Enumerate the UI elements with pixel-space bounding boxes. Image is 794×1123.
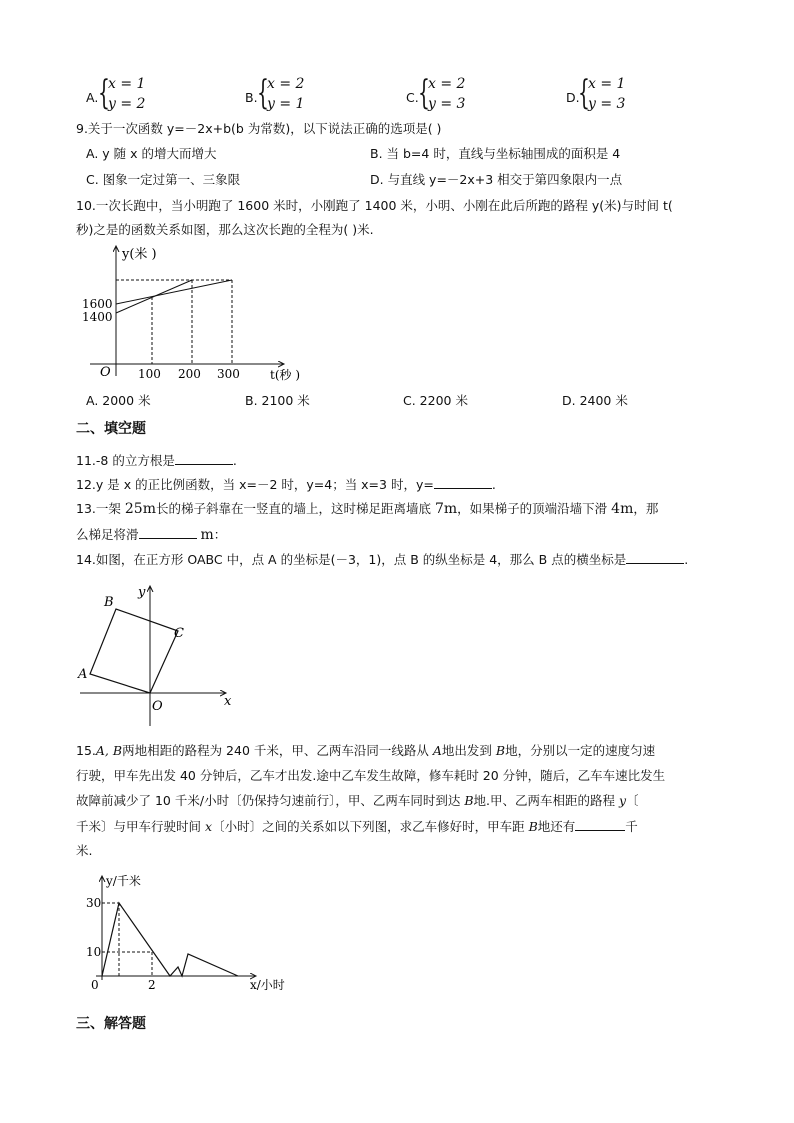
- q14-label-x: x: [224, 694, 232, 709]
- q8-option-c-eq2: y = 3: [428, 96, 466, 112]
- q8-option-a-brace: {: [98, 73, 110, 113]
- q8-option-d-brace: {: [578, 73, 590, 113]
- q13-part3: ，如果梯子的顶端沿墙下滑: [457, 501, 608, 516]
- q10-stem-line2: 秒)之是的函数关系如图，那么这次长跑的全程为( )米.: [76, 222, 374, 237]
- q10-x-tick-300: 300: [217, 367, 240, 381]
- q15-distance-graph: [82, 868, 302, 996]
- q8-option-b-label: B.: [245, 90, 258, 105]
- q14-square-oabc: [90, 609, 178, 693]
- q10-stem-line1: 10.一次长跑中，当小明跑了 1600 米时，小刚跑了 1400 米，小明、小刚在此后所跑的路程 y(米)与时间 t(: [76, 198, 673, 213]
- q15-line1b: 两地相距的路程为 240 千米，甲、乙两车沿同一线路从: [122, 743, 429, 758]
- q15-b-3: B: [528, 819, 538, 834]
- q10-x-label: t(秒 ): [270, 368, 301, 382]
- q10-y-tick-1400: 1400: [82, 310, 113, 324]
- q8-option-a-eq1: x = 1: [108, 76, 146, 92]
- q15-y-tick-30: 30: [86, 896, 102, 910]
- q9-stem: 9.关于一次函数 y=－2x+b(b 为常数)，以下说法正确的选项是( ): [76, 121, 442, 136]
- q14-label-c: C: [174, 626, 184, 641]
- q13-len1: 25m: [124, 501, 156, 517]
- q8-option-d-label: D.: [566, 90, 580, 105]
- q10-x-tick-100: 100: [138, 367, 161, 381]
- q15-line5: 米.: [76, 843, 93, 858]
- q15-line3: [76, 793, 639, 809]
- q14-label-a: A: [78, 667, 88, 682]
- q15-line3a: 故障前减少了 10 千米/小时〔仍保持匀速前行〕，甲、乙两车同时到达: [76, 793, 461, 808]
- q15-y: y: [618, 793, 627, 808]
- q14-label-b: B: [104, 595, 114, 610]
- q15-answer-blank[interactable]: [575, 818, 625, 831]
- q13-part2: 长的梯子斜靠在一竖直的墙上，这时梯足距离墙底: [155, 501, 431, 516]
- q11: [76, 452, 237, 469]
- q12-period: .: [491, 477, 496, 492]
- q15-y-label: y/千米: [106, 874, 141, 888]
- q12: [76, 476, 496, 493]
- q15-line3c: 〔: [626, 793, 639, 808]
- q15-line2: 行驶，甲车先出发 40 分钟后，乙车才出发.途中乙车发生故障，修车耗时 20 分钟，随后，乙车车速比发生: [76, 768, 666, 783]
- q10-option-a: A. 2000 米: [86, 393, 151, 408]
- q13-part1: 13.一架: [76, 501, 121, 516]
- q15-x-label: x/小时: [250, 978, 285, 992]
- q10-option-d: D. 2400 米: [562, 393, 628, 408]
- section-heading-answer: 三、解答题: [76, 1016, 146, 1032]
- q8-option-d-eq2: y = 3: [588, 96, 626, 112]
- q14-text: 14.如图，在正方形 OABC 中，点 A 的坐标是(－3，1)，点 B 的纵坐标是 4，那么 B 点的横坐标是: [76, 552, 627, 567]
- q10-distance-time-graph: [76, 240, 316, 386]
- q15-line4b: 〔小时〕之间的关系如以下列图，求乙车修好时，甲车距: [212, 819, 525, 834]
- q14-period: .: [684, 552, 689, 567]
- q15-x-tick-0: 0: [91, 978, 99, 992]
- q10-y-label: y(米 ): [122, 247, 157, 262]
- q13-part4: ，那: [633, 501, 659, 516]
- q13-line2: [76, 526, 226, 543]
- q9-option-d: D. 与直线 y=－2x+3 相交于第四象限内一点: [370, 172, 623, 187]
- q10-y-tick-1600: 1600: [82, 297, 113, 311]
- q10-line-xiaoming: [116, 280, 232, 304]
- q11-answer-blank[interactable]: [175, 452, 233, 465]
- q13-len3: 4m: [611, 501, 634, 517]
- q15-b-2: B: [464, 793, 474, 808]
- q10-line-xiaogang: [116, 280, 192, 313]
- q15-line4c: 地还有: [537, 819, 576, 834]
- q12-text: 12.y 是 x 的正比例函数，当 x=－2 时，y=4；当 x=3 时，y=: [76, 477, 434, 492]
- q14: [76, 551, 688, 568]
- q14-answer-blank[interactable]: [626, 551, 684, 564]
- q15-b: B: [495, 743, 506, 758]
- q15-line1d: 地，分别以一定的速度匀速: [505, 743, 656, 758]
- q15-line4: [76, 818, 638, 835]
- q15-y-tick-10: 10: [86, 945, 102, 959]
- q15-ab: A, B: [95, 743, 123, 758]
- section-heading-fill-in: 二、填空题: [76, 421, 146, 437]
- q14-square-graph: [76, 580, 246, 728]
- q15-a: A: [432, 743, 442, 758]
- q10-option-b: B. 2100 米: [245, 393, 310, 408]
- q8-option-b-eq2: y = 1: [267, 96, 305, 112]
- q13-len2: 7m: [434, 501, 458, 517]
- q8-option-b-brace: {: [257, 73, 269, 113]
- q15-distance-line: [102, 903, 238, 976]
- q8-option-a-label: A.: [86, 90, 99, 105]
- q15-line4a: 千米〕与甲车行驶时间: [76, 819, 202, 834]
- q10-x-tick-200: 200: [178, 367, 201, 381]
- q9-option-a: A. y 随 x 的增大而增大: [86, 146, 217, 161]
- q13-line2b: ：: [213, 527, 227, 542]
- q15-line3b: 地.甲、乙两车相距的路程: [473, 793, 615, 808]
- q11-text: 11.-8 的立方根是: [76, 453, 175, 468]
- q8-option-b-eq1: x = 2: [267, 76, 305, 92]
- q13-unit: m: [200, 527, 214, 543]
- q12-answer-blank[interactable]: [434, 476, 492, 489]
- q9-option-b: B. 当 b=4 时，直线与坐标轴围成的面积是 4: [370, 146, 621, 161]
- q8-option-d-eq1: x = 1: [588, 76, 626, 92]
- q8-option-a-eq2: y = 2: [108, 96, 146, 112]
- q13-line2a: 么梯足将滑: [76, 527, 139, 542]
- q14-label-o: O: [152, 699, 163, 714]
- q10-origin: O: [100, 365, 111, 380]
- q8-option-c-brace: {: [418, 73, 430, 113]
- q13-answer-blank[interactable]: [139, 526, 197, 539]
- q15-line1: [76, 743, 655, 759]
- q8-option-c-label: C.: [406, 90, 419, 105]
- q10-option-c: C. 2200 米: [403, 393, 468, 408]
- q15-x-tick-2: 2: [148, 978, 156, 992]
- q8-option-c-eq1: x = 2: [428, 76, 466, 92]
- q14-label-y: y: [138, 585, 146, 600]
- q9-option-c: C. 图象一定过第一、三象限: [86, 172, 241, 187]
- q15-x: x: [205, 819, 213, 834]
- q15-line1c: 地出发到: [441, 743, 492, 758]
- q15-line1a: 15.: [76, 743, 96, 758]
- q11-period: .: [232, 453, 237, 468]
- q15-line4d: 千: [625, 819, 638, 834]
- q13-line1: [76, 501, 658, 517]
